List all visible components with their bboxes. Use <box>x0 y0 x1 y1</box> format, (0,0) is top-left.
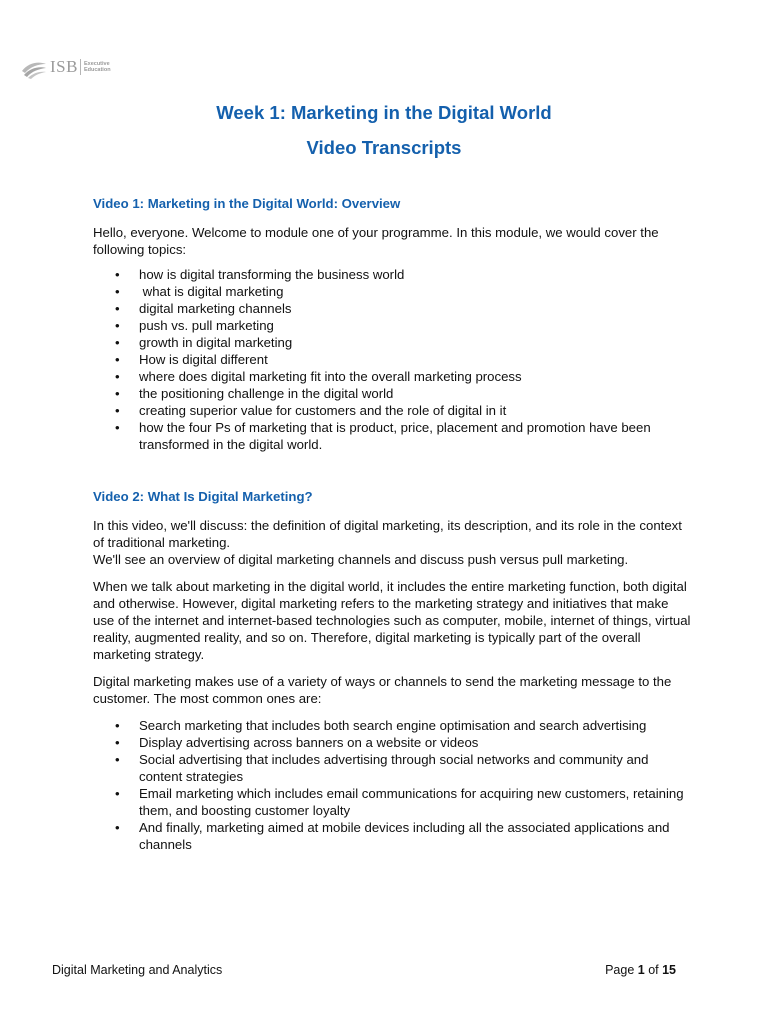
list-item <box>93 334 693 351</box>
list-item-text: Email marketing which includes email communications for acquiring new customers, retaining them, and boosting customer loyalty <box>139 786 688 818</box>
list-item <box>93 266 693 283</box>
list-item-text: what is digital marketing <box>139 284 284 299</box>
bullet-icon: • <box>115 386 120 401</box>
section2-para1-line1: In this video, we'll discuss: the definition of digital marketing, its description, and its role in the context of traditional marketing. <box>93 518 682 550</box>
page-current: 1 <box>637 963 645 977</box>
bullet-icon: • <box>115 820 120 835</box>
section2-para2: When we talk about marketing in the digital world, it includes the entire marketing function, both digital and otherwise. However, digital marketing refers to the marketing strategy and initiatives that make use of the internet and internet-based technologies such as computer, mobile, internet of things, virtual reality, augmented reality, and so on. Therefore, digital marketing is typically part of the overall marketing strategy. <box>93 579 691 662</box>
logo-divider <box>80 59 81 75</box>
list-item-text: push vs. pull marketing <box>139 318 274 333</box>
bullet-icon: • <box>115 267 120 282</box>
list-item-text: where does digital marketing fit into the overall marketing process <box>139 369 522 384</box>
list-item-text: How is digital different <box>139 352 268 367</box>
bullet-icon: • <box>115 301 120 316</box>
list-item <box>93 734 693 751</box>
page-total: 15 <box>662 963 676 977</box>
list-item-text: how the four Ps of marketing that is product, price, placement and promotion have been transformed in the digital world. <box>139 420 655 452</box>
page-prefix: Page <box>605 963 638 977</box>
list-item-text: Social advertising that includes advertising through social networks and community and content strategies <box>139 752 653 784</box>
section2-para3: Digital marketing makes use of a variety of ways or channels to send the marketing message to the customer. The most common ones are: <box>93 674 672 706</box>
list-item <box>93 317 693 334</box>
list-item <box>93 385 693 402</box>
list-item <box>93 819 693 853</box>
document-title: Week 1: Marketing in the Digital World <box>216 102 552 123</box>
logo-subtitle <box>84 61 111 73</box>
bullet-icon: • <box>115 752 120 767</box>
list-item <box>93 419 693 453</box>
document-body <box>93 195 693 853</box>
bullet-icon: • <box>115 718 120 733</box>
section1-topic-list <box>93 266 693 453</box>
section2-para1-line2: We'll see an overview of digital marketing channels and discuss push versus pull marketing. <box>93 552 629 567</box>
bullet-icon: • <box>115 335 120 350</box>
list-item <box>93 283 693 300</box>
logo-text: ISB <box>50 57 78 76</box>
list-item-text: digital marketing channels <box>139 301 292 316</box>
document-subtitle: Video Transcripts <box>306 137 462 158</box>
bullet-icon: • <box>115 420 120 435</box>
bullet-icon: • <box>115 403 120 418</box>
section2-channel-list <box>93 717 693 853</box>
bullet-icon: • <box>115 369 120 384</box>
list-item-text: the positioning challenge in the digital world <box>139 386 394 401</box>
bullet-icon: • <box>115 352 120 367</box>
page-footer <box>52 963 676 977</box>
list-item-text: growth in digital marketing <box>139 335 293 350</box>
list-item <box>93 368 693 385</box>
section1-intro: Hello, everyone. Welcome to module one of your programme. In this module, we would cover the following topics: <box>93 225 659 257</box>
list-item-text: And finally, marketing aimed at mobile devices including all the associated applications and channels <box>139 820 674 852</box>
page-number <box>605 963 676 977</box>
logo-sub-line2: Education <box>83 67 111 73</box>
footer-course-title: Digital Marketing and Analytics <box>52 963 223 977</box>
list-item <box>93 300 693 317</box>
list-item-text: Display advertising across banners on a website or videos <box>139 735 479 750</box>
bullet-icon: • <box>115 318 120 333</box>
section2-heading: Video 2: What Is Digital Marketing? <box>93 489 313 504</box>
section1-heading: Video 1: Marketing in the Digital World: Overview <box>93 196 401 211</box>
list-item-text: creating superior value for customers and the role of digital in it <box>139 403 507 418</box>
logo-sub-line1: Executive <box>83 61 110 67</box>
bullet-icon: • <box>115 786 120 801</box>
list-item <box>93 751 693 785</box>
list-item-text: Search marketing that includes both search engine optimisation and search advertising <box>139 718 647 733</box>
list-item <box>93 785 693 819</box>
list-item <box>93 402 693 419</box>
bullet-icon: • <box>115 735 120 750</box>
list-item <box>93 717 693 734</box>
bullet-icon: • <box>115 284 120 299</box>
list-item <box>93 351 693 368</box>
list-item-text: how is digital transforming the business world <box>139 267 405 282</box>
isb-logo-icon <box>20 55 48 79</box>
page-of: of <box>644 963 663 977</box>
isb-logo <box>20 54 130 80</box>
